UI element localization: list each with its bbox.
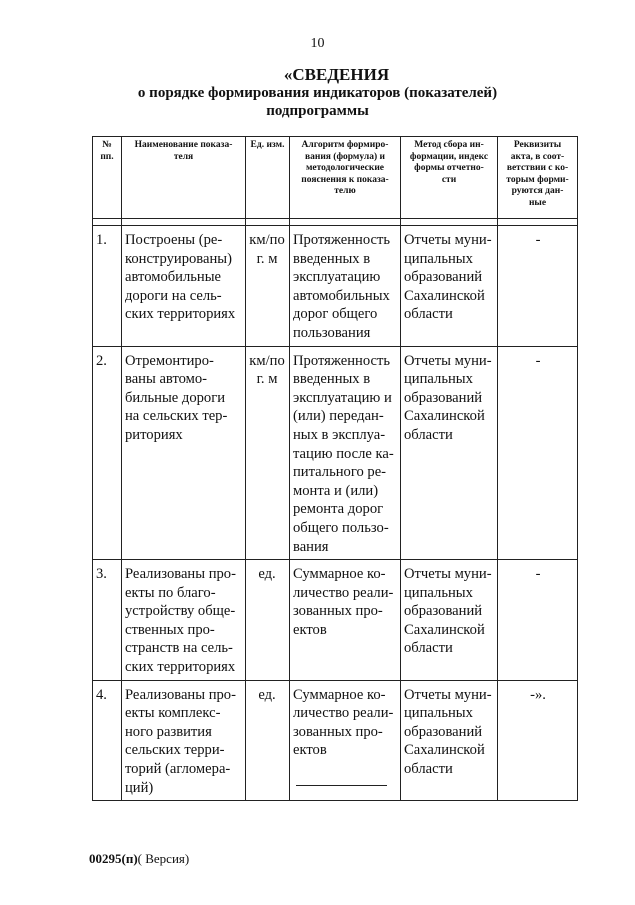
- row-method: Отчеты муни- ципальных образований Сахалинской области: [401, 346, 498, 560]
- header-name: Наименование показа- теля: [122, 137, 246, 219]
- title-main: «СВЕДЕНИЯ: [283, 65, 390, 84]
- row-num: 2.: [93, 346, 122, 560]
- row-num: 3.: [93, 560, 122, 681]
- row-method: Отчеты муни- ципальных образований Сахалинской области: [401, 560, 498, 681]
- row-num: 4.: [93, 680, 122, 801]
- document-code-number: 00295(п): [89, 851, 138, 866]
- row-requisites: -: [498, 346, 578, 560]
- document-title: [0, 66, 635, 120]
- row-name: Реализованы про- екты комплекс- ного развития сельских терри- торий (агломера- ций): [122, 680, 246, 801]
- header-requisites: Реквизиты акта, в соот- ветствии с ко- торым форми- руются дан- ные: [498, 137, 578, 219]
- row-requisites: -: [498, 560, 578, 681]
- row-unit: км/по г. м: [246, 226, 290, 347]
- closing-rule: [296, 785, 387, 786]
- title-subtitle: о порядке формирования индикаторов (показателей): [137, 85, 498, 101]
- indicators-table: [92, 136, 578, 801]
- page-number: 10: [310, 36, 325, 51]
- header-algorithm: Алгоритм формиро- вания (формула) и методологические пояснения к показа- телю: [290, 137, 401, 219]
- row-method: Отчеты муни- ципальных образований Сахалинской области: [401, 680, 498, 801]
- row-requisites: -: [498, 226, 578, 347]
- row-unit: ед.: [246, 680, 290, 801]
- header-num: № пп.: [93, 137, 122, 219]
- row-unit: ед.: [246, 560, 290, 681]
- row-method: Отчеты муни- ципальных образований Сахалинской области: [401, 226, 498, 347]
- header-method: Метод сбора ин- формации, индекс формы отчетно- сти: [401, 137, 498, 219]
- row-algorithm: Суммарное ко- личество реали- зованных про- ектов: [290, 560, 401, 681]
- document-version: ( Версия): [137, 851, 190, 866]
- table-row: [93, 560, 578, 681]
- row-name: Построены (ре- конструированы) автомобильные дороги на сель- ских территориях: [122, 226, 246, 347]
- document-code: [89, 851, 189, 867]
- row-name: Реализованы про- екты по благо- устройству обще- ственных про- странств на сель- ских территориях: [122, 560, 246, 681]
- table-spacer-row: [93, 219, 578, 226]
- row-num: 1.: [93, 226, 122, 347]
- row-algorithm: Суммарное ко- личество реали- зованных про- ектов: [290, 680, 401, 801]
- row-unit: км/по г. м: [246, 346, 290, 560]
- table-row: [93, 680, 578, 801]
- row-name: Отремонтиро- ваны автомо- бильные дороги на сельских тер- риториях: [122, 346, 246, 560]
- row-algorithm: Протяженность введенных в эксплуатацию и (или) передан- ных в эксплуа- тацию после ка- питального ре- монта и (или) ремонта дорог общего пользо- вания: [290, 346, 401, 560]
- row-algorithm: Протяженность введенных в эксплуатацию автомобильных дорог общего пользования: [290, 226, 401, 347]
- title-subtitle-2: подпрограммы: [266, 103, 369, 119]
- table-row: [93, 226, 578, 347]
- table-header-row: [93, 137, 578, 219]
- header-unit: Ед. изм.: [246, 137, 290, 219]
- table-row: [93, 346, 578, 560]
- row-requisites: -».: [498, 680, 578, 801]
